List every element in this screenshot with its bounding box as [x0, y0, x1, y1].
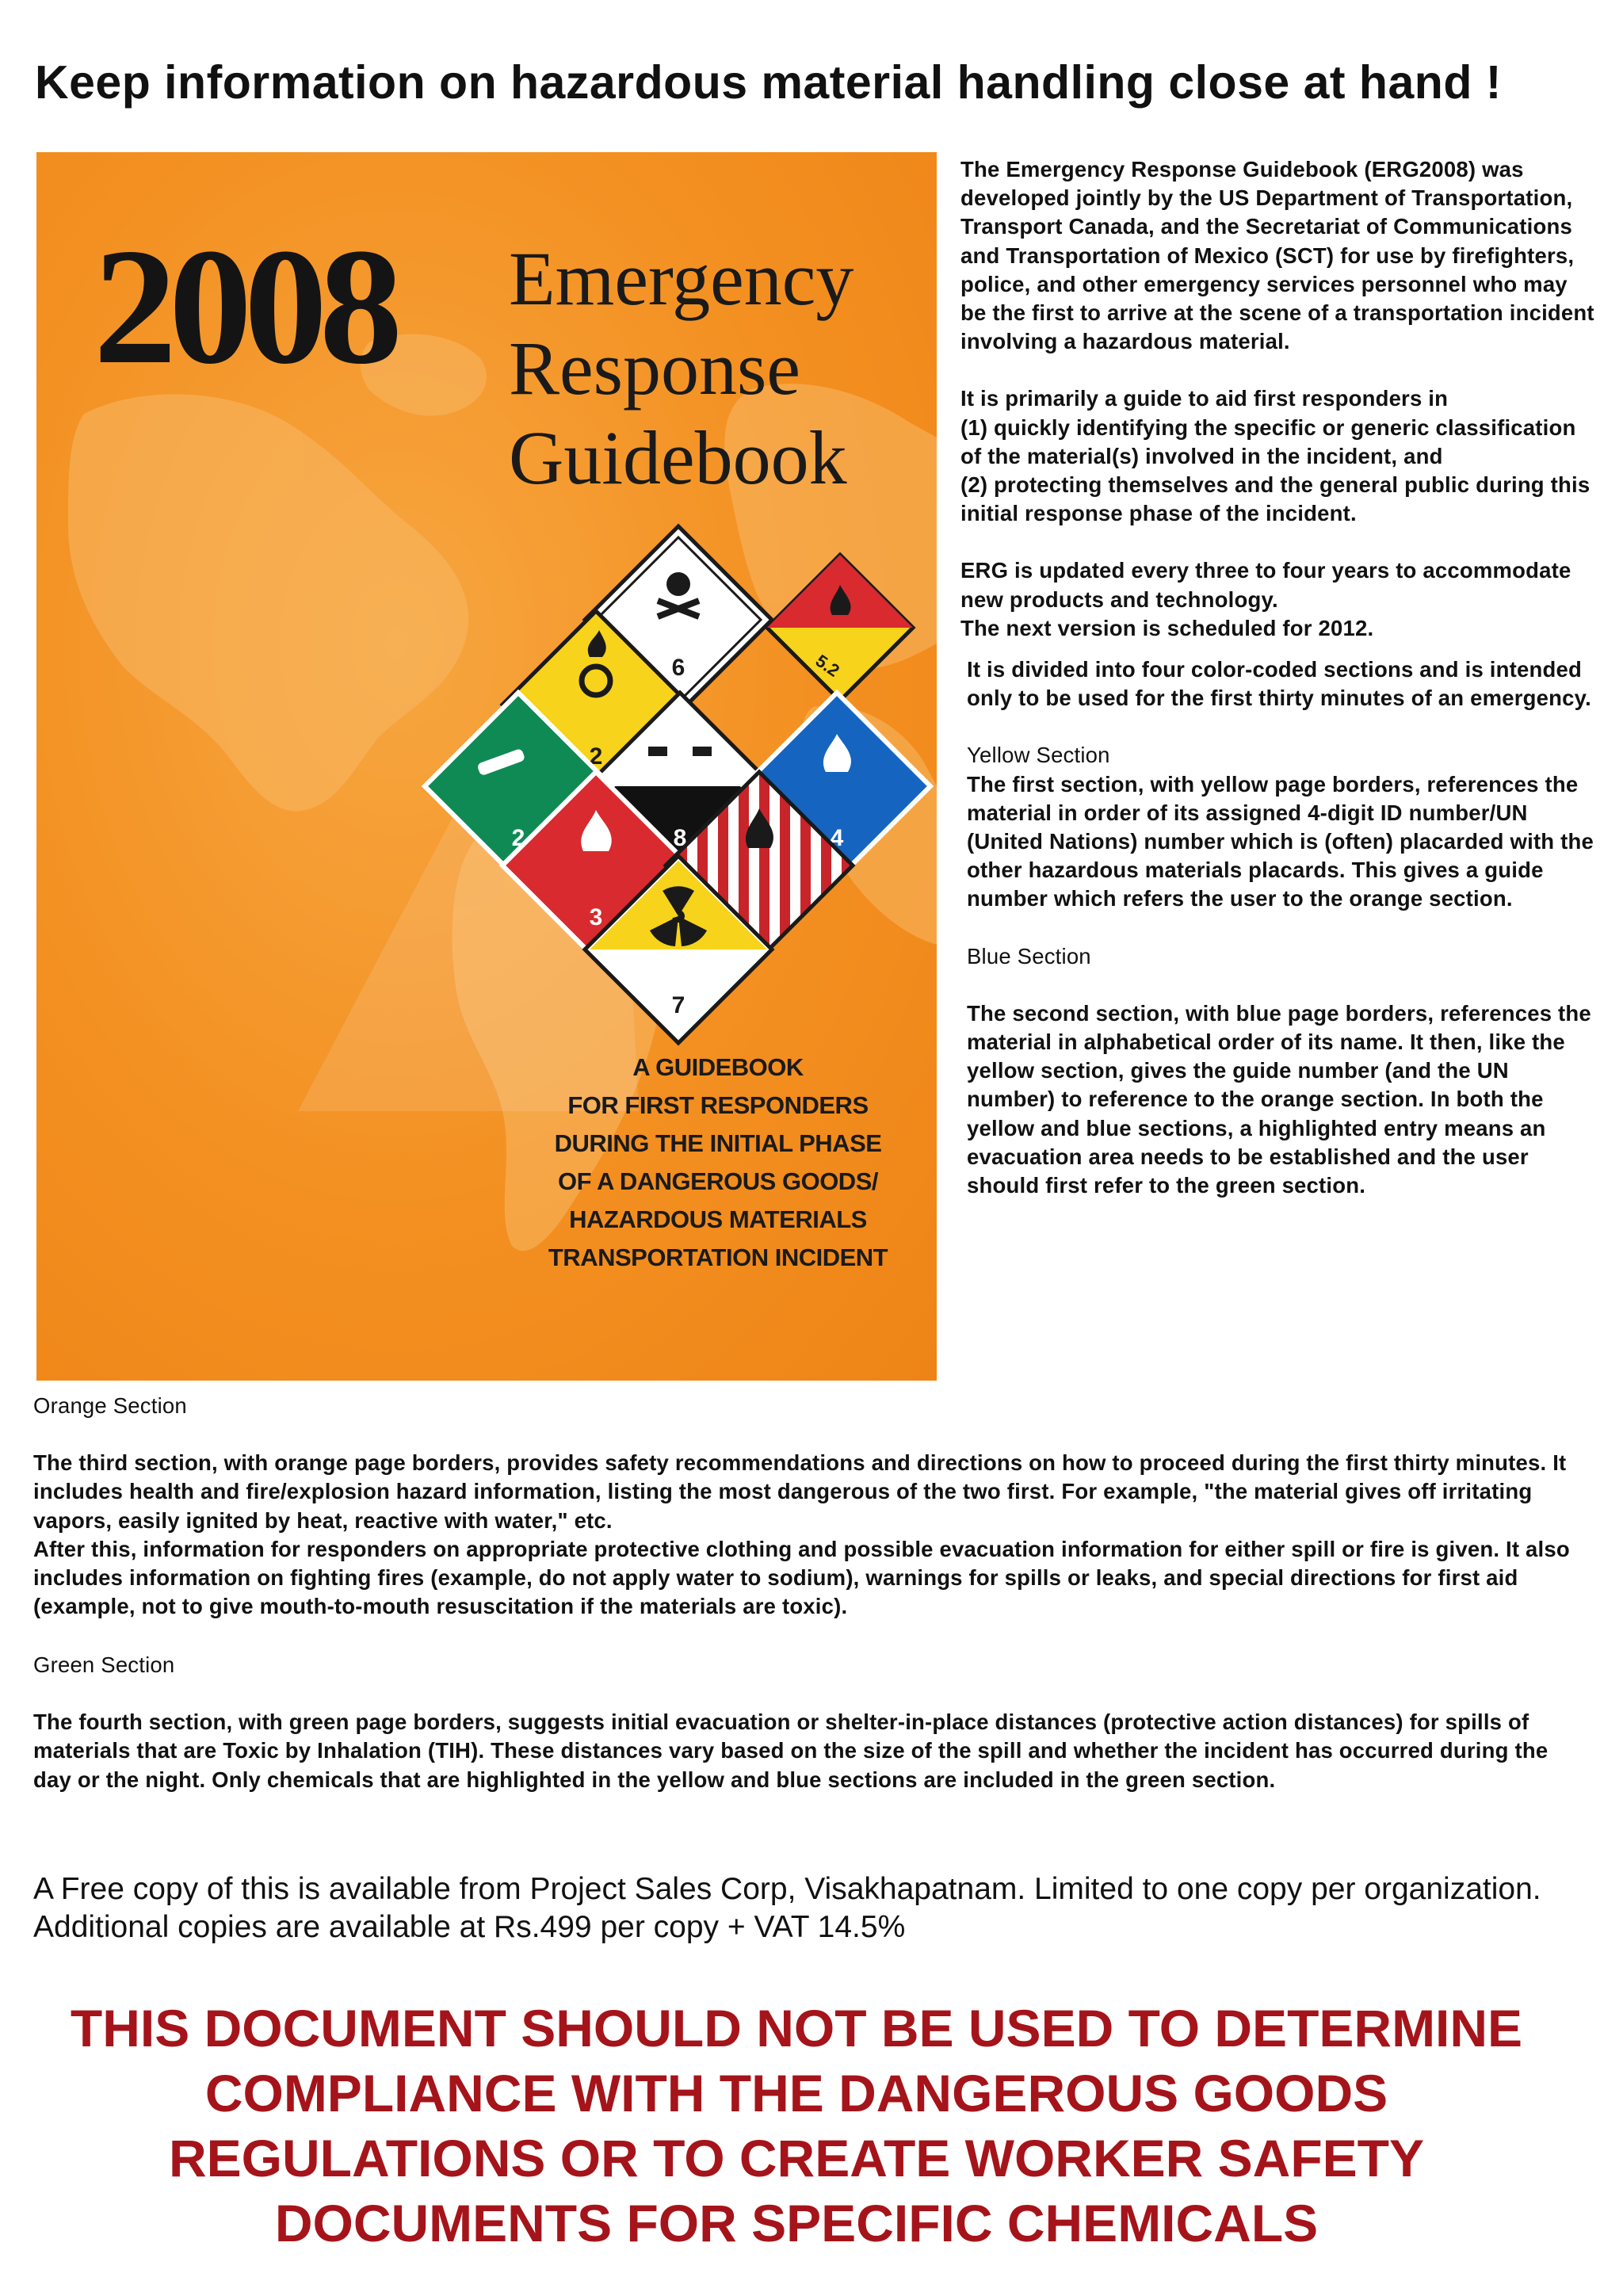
intro-paragraph-2-line-3: (2) protecting themselves and the general public during this initial response phase of the incident.: [960, 472, 1591, 526]
yellow-section-heading: Yellow Section: [967, 743, 1110, 768]
placard-number-3: 3: [589, 904, 603, 930]
intro-paragraph-4: It is divided into four color-coded sections and is intended only to be used for the first thirty minutes of an emergency.: [967, 657, 1591, 711]
placard-number-7: 7: [671, 992, 685, 1018]
compliance-warning: [0, 1996, 1593, 2256]
warning-line-2: COMPLIANCE WITH THE DANGEROUS GOODS: [204, 2064, 1388, 2122]
cover-tagline-line: HAZARDOUS MATERIALS: [569, 1205, 867, 1233]
warning-line-4: DOCUMENTS FOR SPECIFIC CHEMICALS: [274, 2194, 1319, 2252]
cover-tagline-line: FOR FIRST RESPONDERS: [567, 1091, 869, 1119]
cover-title-line-1: Emergency: [509, 236, 854, 321]
intro-paragraph-2-line-2: (1) quickly identifying the specific or generic classification of the material(s) involved in the incident, and: [960, 415, 1576, 468]
blue-section-text: The second section, with blue page borders, references the material in alphabetical order of its name. It then, like the yellow section, gives the guide number (and the UN number) to reference to the orange section. In both the yellow and blue sections, a highlighted entry means an evacuation area needs to be established and the user should first refer to the green section.: [967, 1000, 1591, 1198]
green-section-text: The fourth section, with green page borders, suggests initial evacuation or shelter-in-place distances (protective action distances) for spills of materials that are Toxic by Inhalation (TIH). These distances vary based on the size of the spill and whether the incident has occurred during the day or the night. Only chemicals that are highlighted in the yellow and blue sections are included in the green section.: [33, 1710, 1549, 1792]
intro-paragraph-2-line-1: It is primarily a guide to aid first responders in: [960, 386, 1449, 411]
warning-line-3: REGULATIONS OR TO CREATE WORKER SAFETY: [168, 2129, 1425, 2187]
orange-section: [33, 1392, 1587, 1621]
cover-tagline-line: OF A DANGEROUS GOODS/: [557, 1167, 878, 1195]
cover-tagline-line: DURING THE INITIAL PHASE: [554, 1129, 882, 1157]
cover-year: 2008: [94, 215, 395, 399]
placard-number-6: 6: [671, 655, 685, 681]
intro-paragraph-3-line-2: The next version is scheduled for 2012.: [960, 615, 1374, 640]
cover-tagline-line: A GUIDEBOOK: [632, 1053, 804, 1081]
placard-number-8: 8: [673, 825, 687, 851]
cover-title-line-2: Response: [509, 326, 800, 411]
intro-column: [960, 155, 1594, 1200]
cover-tagline-line: TRANSPORTATION INCIDENT: [548, 1244, 888, 1271]
blue-section-heading: Blue Section: [967, 943, 1091, 968]
yellow-section-text: The first section, with yellow page borders, references the material in order of its assigned 4-digit ID number/UN (United Nations) number which is (often) placarded with the other hazardous materials placards. This gives a guide number which refers the user to the orange section.: [967, 771, 1594, 911]
free-copy-offer: A Free copy of this is available from Project Sales Corp, Visakhapatnam. Limited to one copy per organization. Additional copies are available at Rs.499 per copy + VAT 14.5%: [33, 1872, 1541, 1944]
green-section: [33, 1651, 1587, 1794]
placard-number-5-2: 5.2: [812, 650, 844, 681]
orange-section-heading: Orange Section: [33, 1393, 187, 1418]
placard-number-2-gas: 2: [511, 825, 525, 851]
warning-line-1: THIS DOCUMENT SHOULD NOT BE USED TO DETERMINE: [70, 1999, 1523, 2057]
placard-number-4-blue: 4: [830, 825, 844, 851]
placard-number-2-oxidizer: 2: [589, 743, 603, 770]
cover-title-line-3: Guidebook: [509, 415, 847, 500]
intro-paragraph-3-line-1: ERG is updated every three to four years to accommodate new products and technology.: [960, 558, 1571, 612]
orange-section-text-2: After this, information for responders on appropriate protective clothing and possible evacuation information for either spill or fire is given. It also includes information on fighting fires (example, do not apply water to sodium), warnings for spills or leaks, and special directions for first aid (example, not to give mouth-to-mouth resuscitation if the materials are toxic).: [33, 1536, 1570, 1619]
cover-tagline: [504, 1049, 932, 1277]
page-title: Keep information on hazardous material handling close at hand !: [35, 56, 1502, 109]
green-section-heading: Green Section: [33, 1652, 175, 1677]
orange-section-text-1: The third section, with orange page borders, provides safety recommendations and directions on how to proceed during the first thirty minutes. It includes health and fire/explosion hazard information, listing the most dangerous of the two first. For example, "the material gives off irritating vapors, easily ignited by heat, reactive with water," etc.: [33, 1450, 1567, 1533]
guidebook-cover: [36, 152, 937, 1381]
placard-organic-peroxide: [767, 555, 913, 701]
intro-paragraph-1: The Emergency Response Guidebook (ERG2008) was developed jointly by the US Department of Transportation, Transport Canada, and the Secretariat of Communications and Transportation of Mexico (SCT) for use by firefighters, police, and other emergency services personnel who may be the first to arrive at the scene of a transportation incident involving a hazardous material.: [960, 157, 1594, 354]
